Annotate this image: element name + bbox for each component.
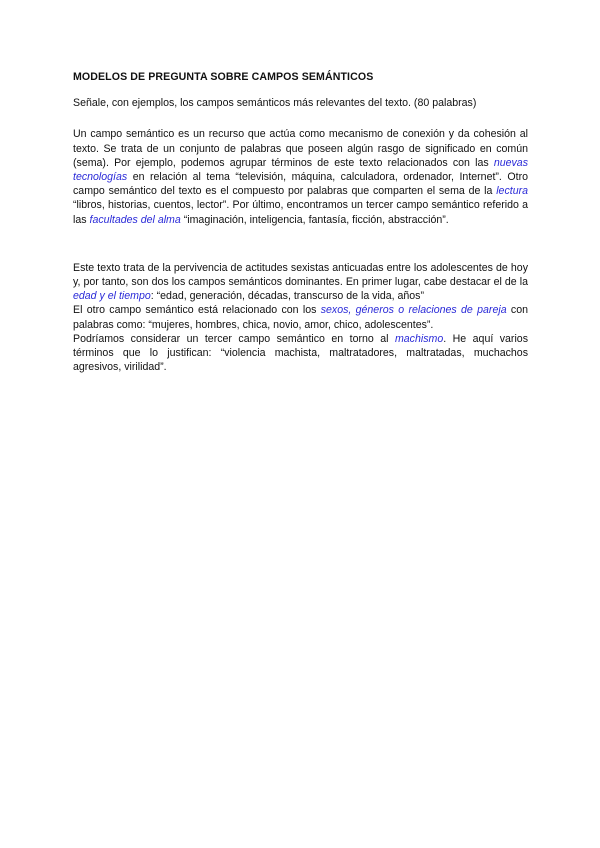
example-paragraph-edad [73,261,528,304]
field-label-nuevas-tecnologias: nuevas tecnologías [73,156,528,184]
field-label-lectura: lectura [496,185,528,198]
paragraph-text: en relación al tema “televisión, máquina, calculadora, ordenador, Internet”. Otro campo semántico del texto es el compuesto por palabras que comparten el sema de la [73,171,528,198]
paragraph-text: . He aquí varios términos que lo justifican: “violencia machista, maltratadores, maltratadas, muchachos agresivos, virilidad”. [73,332,528,374]
paragraph-text: Un campo semántico es un recurso que actúa como mecanismo de conexión y da cohesión al texto. Se trata de un conjunto de palabras que poseen algún rasgo de significado en común (sema). Por ejemplo, podemos agrupar términos de este texto relacionados con las [73,128,528,169]
example-paragraph-sexos [73,303,528,331]
paragraph-text: Podríamos considerar un tercer campo semántico en torno al [73,332,395,345]
paragraph-text: “imaginación, inteligencia, fantasía, ficción, abstracción”. [180,213,449,226]
document-page [73,70,528,374]
example-paragraph-machismo [73,332,528,375]
question-instruction: Señale, con ejemplos, los campos semánticos más relevantes del texto. (80 palabras) [73,97,477,110]
paragraph-text: Este texto trata de la pervivencia de actitudes sexistas anticuadas entre los adolescentes de hoy y, por tanto, son dos los campos semánticos dominantes. En primer lugar, cabe destacar el de la [73,261,528,289]
paragraph-text: “libros, historias, cuentos, lector”. Por último, encontramos un tercer campo semántico referido a las [73,199,528,226]
page-title: MODELOS DE PREGUNTA SOBRE CAMPOS SEMÁNTICOS [73,71,374,83]
field-label-edad-tiempo: edad y el tiempo [73,290,151,303]
field-label-sexos: sexos, géneros o relaciones de pareja [320,304,507,317]
paragraph-text: : “edad, generación, décadas, transcurso de la vida, años” [150,290,424,303]
field-label-facultades-del-alma: facultades del alma [89,213,181,226]
paragraph-text: El otro campo semántico está relacionado con los [73,304,321,317]
field-label-machismo: machismo [394,332,444,345]
paragraph-text: con palabras como: “mujeres, hombres, chica, novio, amor, chico, adolescentes”. [73,304,528,331]
definition-paragraph [73,127,528,226]
